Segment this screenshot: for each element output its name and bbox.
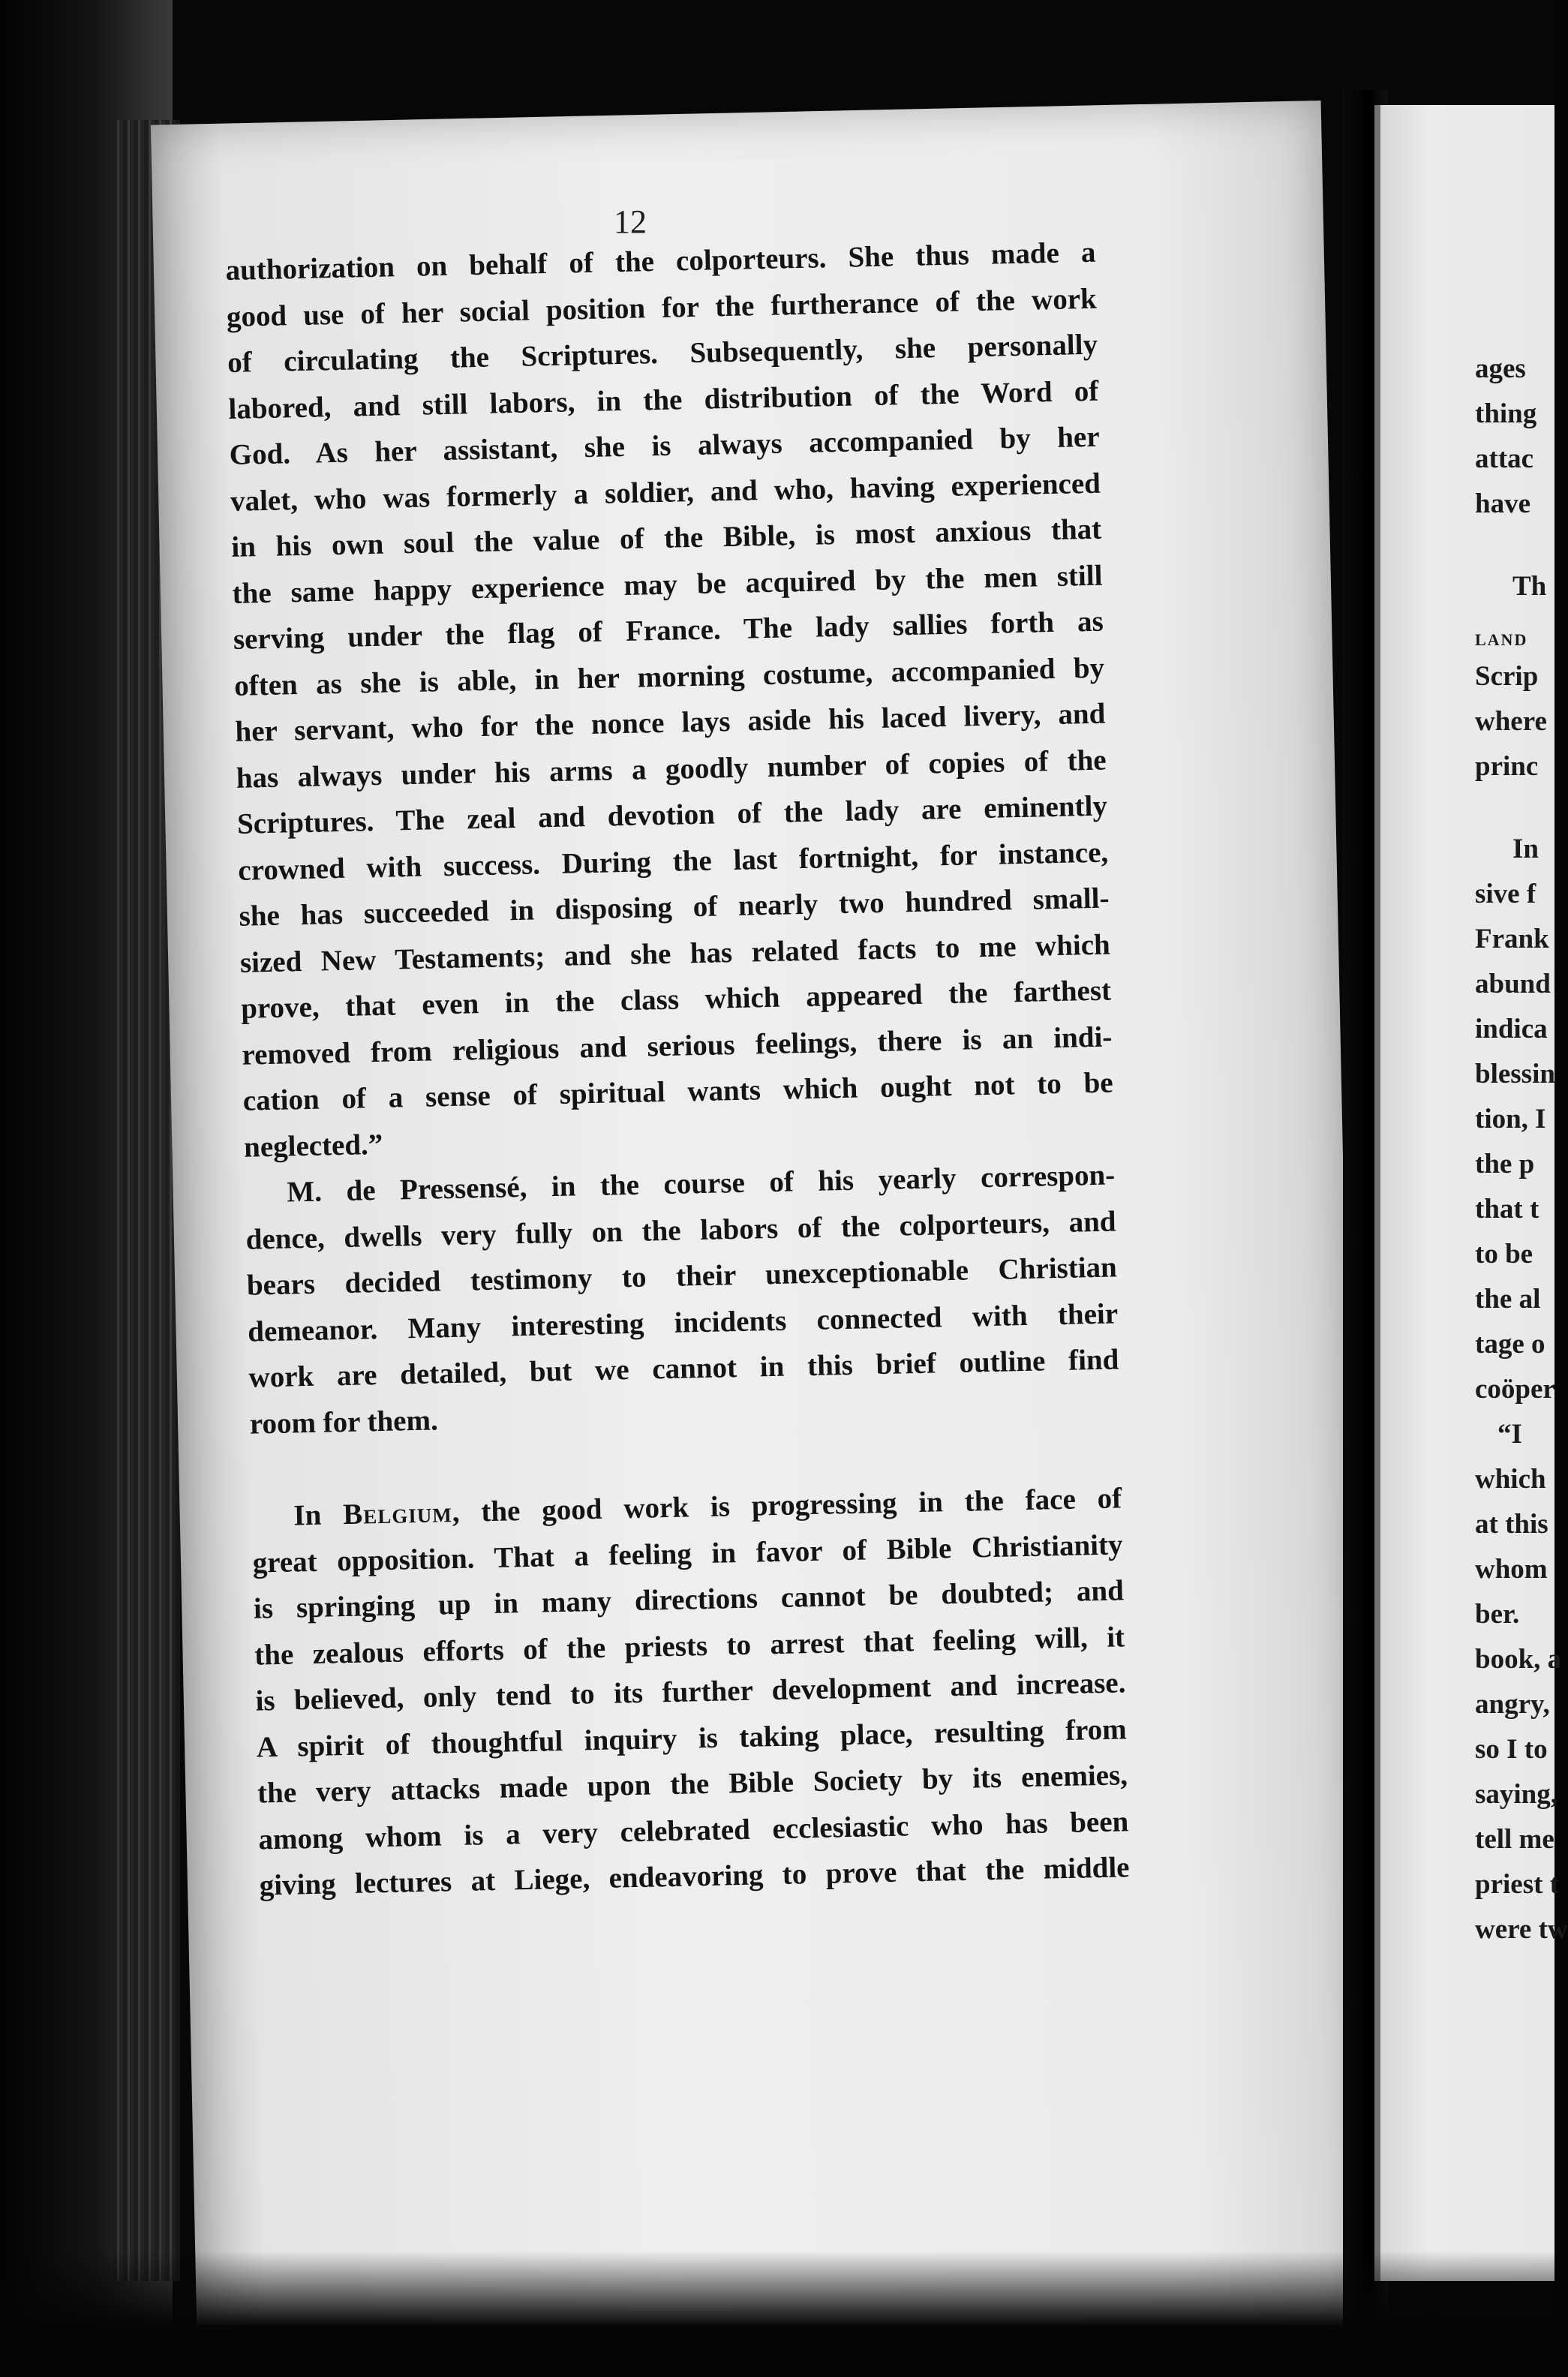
- text-line: the zealous efforts of the priests to arrest that feeling will, it: [254, 1620, 1125, 1672]
- text-fragment: Frank: [1475, 924, 1549, 954]
- text-line: among whom is a very celebrated ecclesiastic who has been: [257, 1805, 1129, 1856]
- text-line: cation of a sense of spiritual wants which ought not to be: [242, 1066, 1114, 1117]
- text-line: God. As her assistant, she is always accompanied by her: [229, 420, 1100, 471]
- text-fragment: at this: [1475, 1509, 1548, 1540]
- text-line: demeanor. Many interesting incidents connected with their: [247, 1297, 1119, 1348]
- text-line: work are detailed, but we cannot in this brief outline find: [248, 1343, 1119, 1394]
- paragraph-2: [245, 1152, 1120, 1447]
- paragraph-3: [251, 1475, 1130, 1909]
- text-fragment: to be: [1475, 1239, 1533, 1270]
- text-fragment: indica: [1475, 1014, 1548, 1044]
- text-line: great opposition. That a feeling in favor of Bible Christianity: [252, 1528, 1123, 1579]
- text-fragment: Th: [1512, 571, 1547, 602]
- text-line: is believed, only tend to its further development and increase.: [255, 1666, 1126, 1717]
- country-name: Belgium: [342, 1496, 453, 1531]
- text-fragment: abund: [1475, 969, 1551, 999]
- text-fragment: book, a: [1475, 1644, 1562, 1675]
- text-fragment: angry,: [1475, 1689, 1550, 1720]
- text-line: neglected.”: [243, 1128, 383, 1164]
- text-line: often as she is able, in her morning costume, accompanied by: [233, 651, 1105, 702]
- text-line: room for them.: [249, 1403, 439, 1441]
- left-page-text: [225, 230, 1130, 1909]
- lead-rest: , the good work is progressing in the face of: [452, 1482, 1122, 1529]
- text-line: in his own soul the value of the Bible, is most anxious that: [230, 512, 1102, 563]
- text-line: good use of her social position for the furtherance of the work: [226, 282, 1098, 333]
- text-fragment: have: [1475, 488, 1530, 519]
- text-fragment: princ: [1475, 751, 1539, 782]
- text-fragment: ber.: [1475, 1599, 1520, 1630]
- text-fragment: In: [1512, 834, 1539, 864]
- text-fragment: blessin: [1475, 1059, 1555, 1089]
- text-line: valet, who was formerly a soldier, and who, having experienced: [230, 467, 1101, 518]
- text-line: A spirit of thoughtful inquiry is taking place, resulting from: [256, 1712, 1128, 1764]
- text-fragment: so I to: [1475, 1734, 1548, 1765]
- text-line: she has succeeded in disposing of nearly two hundred small-: [239, 882, 1110, 933]
- text-line: M. de Pressensé, in the course of his yearly correspon-: [286, 1158, 1116, 1209]
- text-line: of circulating the Scriptures. Subsequently, she personally: [227, 328, 1098, 379]
- text-fragment: tage o: [1475, 1329, 1545, 1360]
- text-fragment: tell me: [1475, 1824, 1554, 1855]
- text-line: Scriptures. The zeal and devotion of the lady are eminently: [236, 789, 1108, 840]
- text-fragment: were tw: [1475, 1914, 1568, 1945]
- text-fragment: LAND: [1475, 630, 1528, 649]
- text-fragment: coöper: [1475, 1374, 1555, 1405]
- text-line: serving under the flag of France. The lady sallies forth as: [233, 605, 1104, 656]
- text-fragment: saying,: [1475, 1779, 1558, 1810]
- text-fragment: sive f: [1475, 879, 1536, 909]
- text-fragment: ages: [1475, 353, 1526, 384]
- text-fragment: the al: [1475, 1284, 1541, 1315]
- text-line: giving lectures at Liege, endeavoring to prove that the middle: [259, 1851, 1130, 1902]
- page-number: 12: [614, 203, 647, 240]
- text-fragment: which: [1475, 1464, 1546, 1495]
- bottom-shadow: [0, 2251, 1554, 2377]
- text-fragment: priest t: [1475, 1869, 1559, 1900]
- text-line: is springing up in many directions cannot be doubted; and: [253, 1574, 1125, 1625]
- text-line: her servant, who for the nonce lays aside his laced livery, and: [235, 697, 1106, 748]
- right-page-edge: [1374, 105, 1380, 2281]
- text-fragment: whom: [1475, 1554, 1548, 1585]
- text-fragment: that t: [1475, 1194, 1539, 1225]
- text-fragment: thing: [1475, 398, 1537, 429]
- paragraph-1: [225, 230, 1115, 1170]
- text-line: labored, and still labors, in the distribution of the Word of: [228, 374, 1099, 425]
- text-fragment: “I: [1497, 1419, 1522, 1450]
- text-line: sized New Testaments; and she has related facts to me which: [239, 928, 1111, 979]
- lead-text: In: [293, 1498, 344, 1532]
- text-fragment: Scrip: [1475, 661, 1539, 692]
- text-fragment: where: [1475, 706, 1547, 737]
- text-line: the same happy experience may be acquired by the men still: [232, 559, 1103, 610]
- text-fragment: tion, I: [1475, 1104, 1546, 1134]
- text-fragment: attac: [1475, 443, 1534, 474]
- text-line: prove, that even in the class which appeared the farthest: [240, 974, 1112, 1025]
- text-line: the very attacks made upon the Bible Society by its enemies,: [257, 1759, 1128, 1810]
- text-line: authorization on behalf of the colporteurs. She thus made a: [225, 236, 1096, 287]
- text-line: has always under his arms a goodly number of copies of the: [236, 744, 1107, 795]
- text-line: dence, dwells very fully on the labors of the colporteurs, and: [245, 1204, 1116, 1256]
- text-line: bears decided testimony to their unexceptionable Christian: [246, 1251, 1118, 1302]
- text-line: removed from religious and serious feelings, there is an indi-: [242, 1020, 1113, 1071]
- text-fragment: the p: [1475, 1149, 1535, 1179]
- text-line: crowned with success. During the last fortnight, for instance,: [237, 836, 1109, 887]
